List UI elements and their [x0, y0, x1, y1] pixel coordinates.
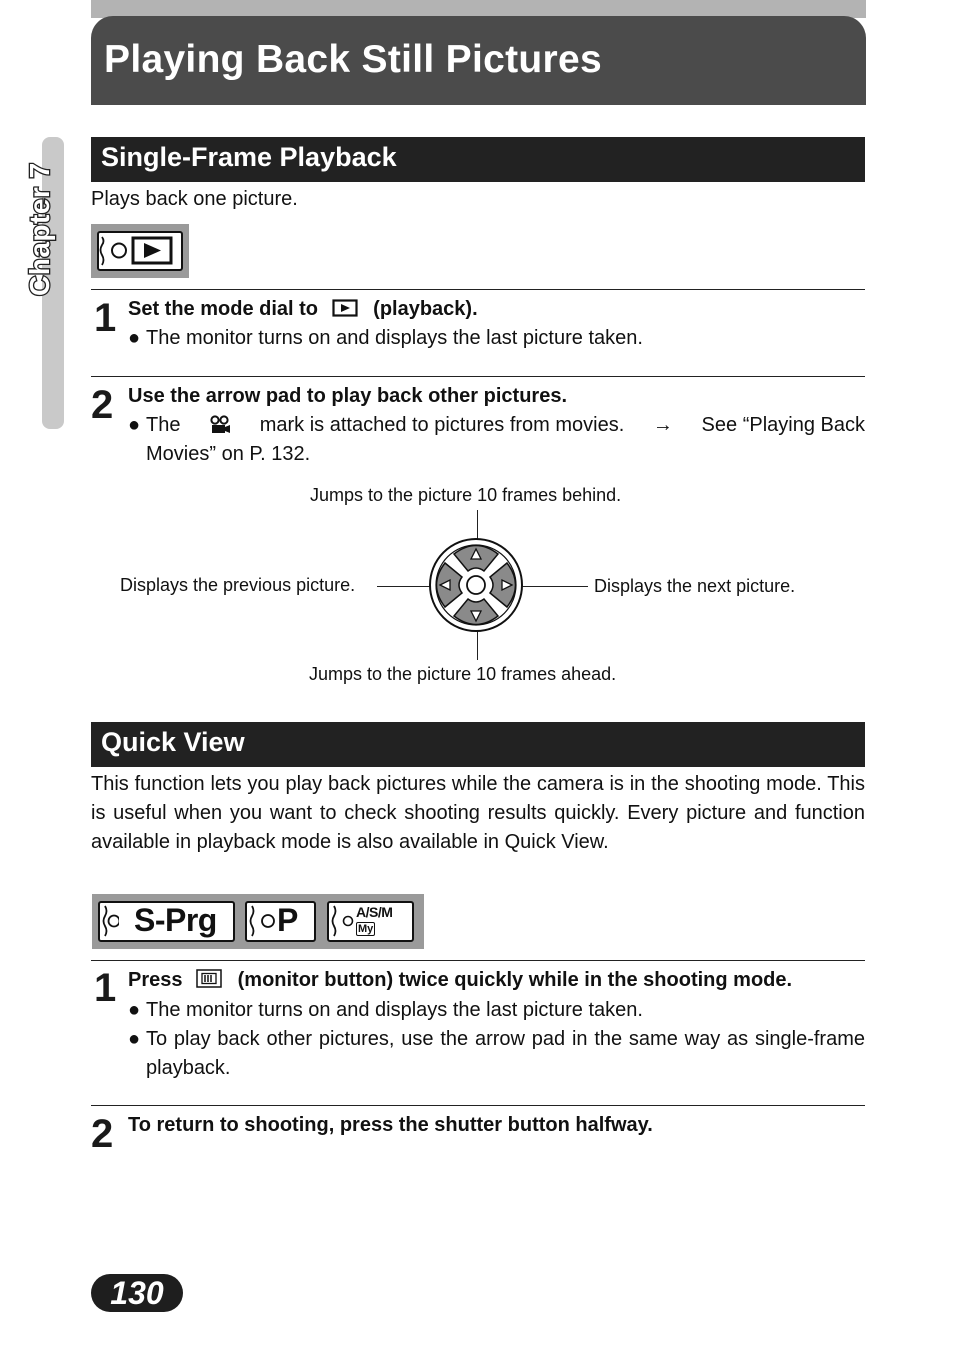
bullet-text: The monitor turns on and displays the last picture taken. [146, 327, 643, 349]
arrow-icon: → [652, 414, 673, 436]
s-prg-mode-icon [98, 901, 235, 942]
leader-line [477, 630, 478, 660]
bullet-dot: ● [128, 1028, 141, 1050]
bullet-text: The [146, 414, 181, 436]
bullet-text: To play back other pictures, use the arrow pad in the same way as single-frame playback. [146, 1028, 865, 1079]
bullet-text: The monitor turns on and displays the last picture taken. [146, 999, 643, 1021]
section-intro: This function lets you play back pictures while the camera is in the shooting mode. This is useful when you want to check shooting results quickly. Every picture and function available in playback mode is also available in Quick View. [91, 773, 865, 853]
step-title: To return to shooting, press the shutter button halfway. [128, 1114, 653, 1136]
step-number: 2 [91, 383, 114, 427]
step-title [128, 969, 792, 992]
playback-icon [332, 299, 358, 317]
bullet-dot: ● [128, 327, 141, 349]
step-number: 1 [94, 966, 117, 1010]
section-header-single-frame [91, 137, 865, 182]
bullet-text: mark is attached to pictures from movies. [259, 414, 625, 436]
arrow-pad-icon [428, 537, 524, 633]
asm-my-mode-icon [327, 901, 414, 942]
arrow-pad-label-down: Jumps to the picture 10 frames ahead. [309, 664, 617, 684]
page-number: 130 [110, 1275, 164, 1311]
movie-mark-icon [209, 415, 231, 435]
step-number: 1 [94, 296, 117, 340]
arrow-pad-label-up: Jumps to the picture 10 frames behind. [310, 485, 622, 505]
bullet-text: See “Playing Back [701, 414, 865, 436]
mode-sublabel: My [358, 923, 374, 935]
shooting-mode-icons [92, 894, 424, 949]
bullet-item [128, 324, 865, 353]
step-title-text: (playback). [373, 298, 478, 320]
step-number: 2 [91, 1112, 114, 1156]
section-title: Single-Frame Playback [101, 142, 397, 172]
section-title: Quick View [101, 727, 245, 757]
arrow-pad-label-right: Displays the next picture. [594, 576, 796, 596]
step-title-text: Set the mode dial to [128, 298, 319, 320]
leader-line [377, 586, 431, 587]
leader-line [522, 586, 588, 587]
bullet-item [128, 996, 865, 1025]
arrow-pad-label-left: Displays the previous picture. [120, 575, 356, 595]
step-title-text: (monitor button) twice quickly while in the shooting mode. [237, 969, 793, 991]
bullet-dot: ● [128, 999, 141, 1021]
monitor-button-icon [196, 969, 222, 988]
mode-label: S-Prg [134, 902, 217, 938]
page-title: Playing Back Still Pictures [104, 38, 602, 81]
divider [91, 1105, 865, 1106]
section-header-quick-view [91, 722, 865, 767]
step-title [128, 298, 478, 321]
mode-label: P [277, 902, 299, 938]
divider [91, 376, 865, 377]
p-mode-icon [245, 901, 316, 942]
playback-mode-dial-icon [91, 224, 189, 278]
divider [91, 289, 865, 290]
bullet-dot: ● [128, 414, 141, 436]
divider [91, 960, 865, 961]
chapter-label: Chapter 7 [24, 162, 55, 296]
step-title-text: Press [128, 969, 183, 991]
step-title: Use the arrow pad to play back other pictures. [128, 385, 568, 407]
page-number-badge [91, 1274, 183, 1312]
bullet-item [128, 1025, 865, 1083]
mode-label: A/S/M [356, 904, 393, 920]
bullet-text: Movies” on P. 132. [146, 443, 311, 465]
section-intro: Plays back one picture. [91, 188, 298, 210]
